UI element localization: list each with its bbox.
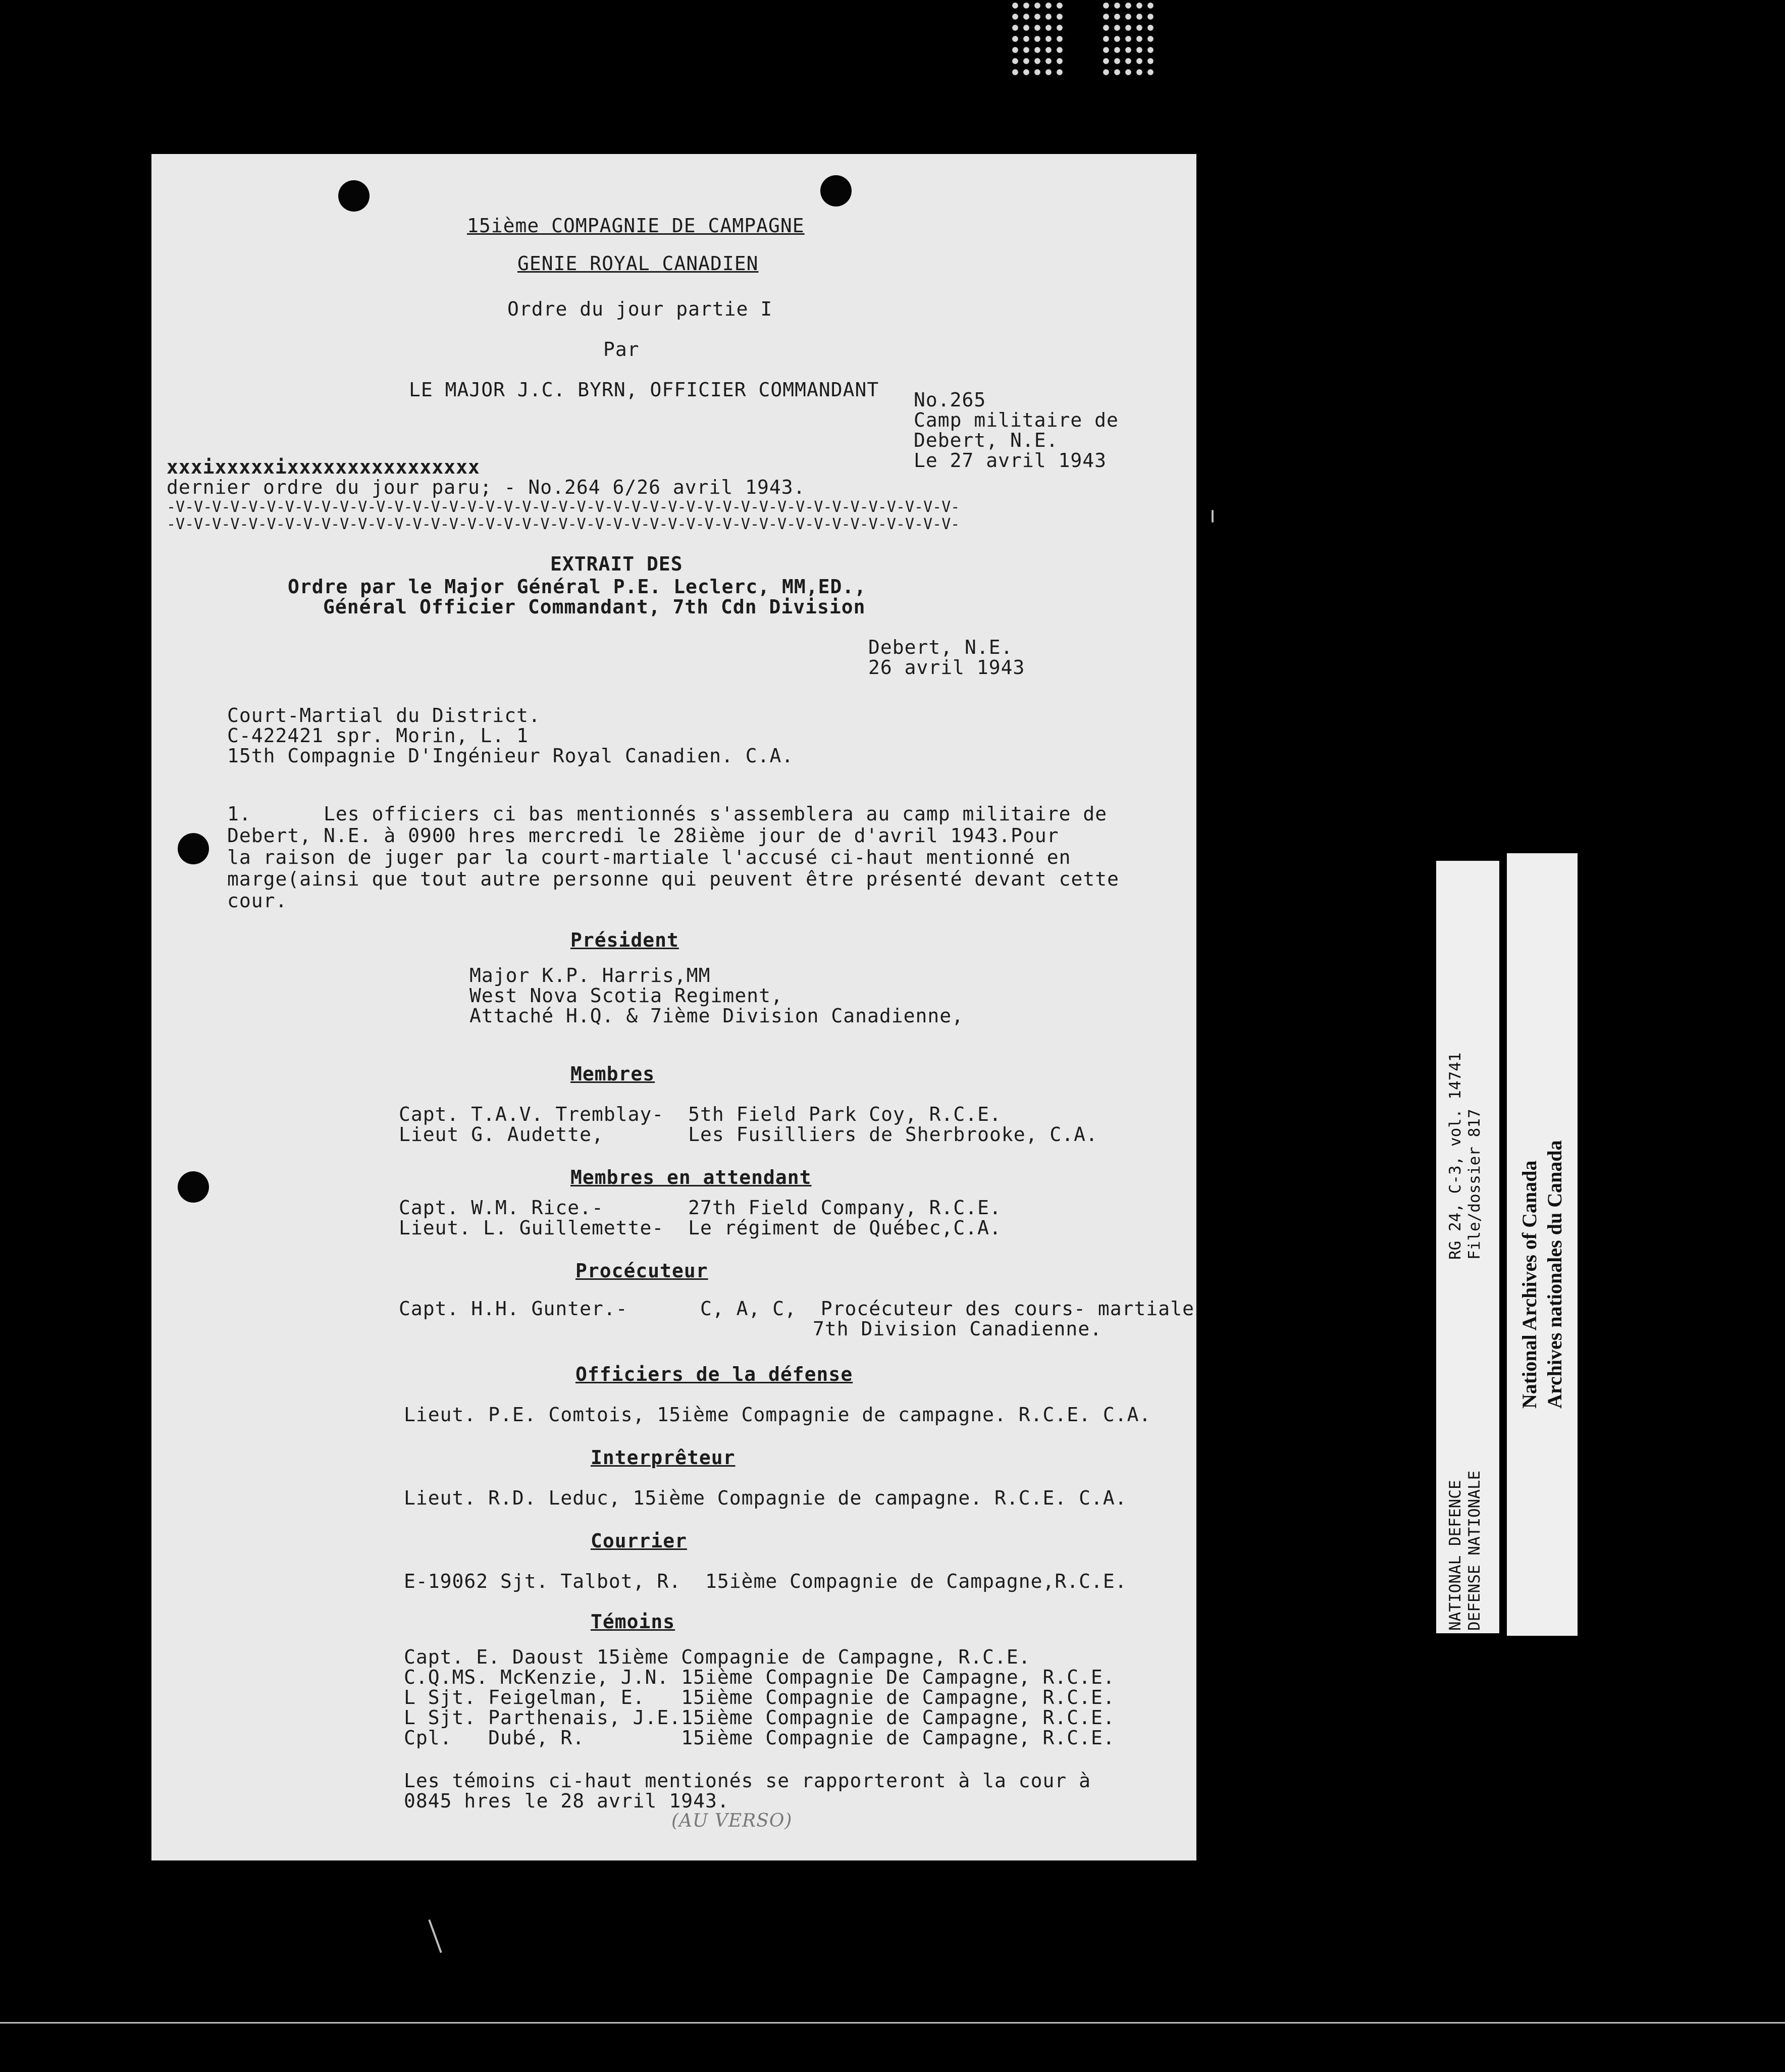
frame-digit-9: [1100, 0, 1156, 76]
punch-hole-icon: [820, 175, 852, 206]
members-heading: Membres: [570, 1063, 655, 1085]
scan-edge-line: [0, 2022, 1785, 2024]
courier-heading: Courrier: [591, 1530, 688, 1552]
paragraph-line-4: marge(ainsi que tout autre personne qui peuvent être présenté devant cette: [227, 868, 1119, 890]
defense-row-1: Lieut. P.E. Comtois, 15ième Compagnie de campagne. R.C.E. C.A.: [404, 1404, 1151, 1426]
handwritten-note: (AU VERSO): [671, 1810, 793, 1831]
president-line-1: Major K.P. Harris,MM: [469, 964, 711, 987]
witnesses-note-1: Les témoins ci-haut mentionés se rapporteront à la cour à: [404, 1770, 1091, 1792]
separator-1: -V-V-V-V-V-V-V-V-V-V-V-V-V-V-V-V-V-V-V-V-V-V-V-V-V-V-V-V-V-V-V-V-V-V-V-V-V-V-V-V-V-V-V-: [167, 498, 960, 516]
president-line-2: West Nova Scotia Regiment,: [469, 985, 783, 1007]
court-line-3: 15th Compagnie D'Ingénieur Royal Canadien. C.A.: [227, 745, 794, 767]
header-corps: GENIE ROYAL CANADIEN: [517, 252, 759, 275]
court-line-1: Court-Martial du District.: [227, 704, 541, 727]
dept-label-2: DEFENSE NATIONALE: [1465, 1470, 1484, 1631]
archives-label-en: National Archives of Canada: [1518, 1160, 1541, 1409]
witness-row: L Sjt. Feigelman, E. 15ième Compagnie de Campagne, R.C.E.: [404, 1686, 1115, 1708]
header-company: 15ième COMPAGNIE DE CAMPAGNE: [467, 215, 805, 237]
reference-label-1: RG 24, C-3, vol. 14741: [1446, 1052, 1464, 1260]
paragraph-line-3: la raison de juger par la court-martiale l'accusé ci-haut mentionné en: [227, 846, 1071, 868]
waiting-members-row-2: Lieut. L. Guillemette- Le régiment de Québec,C.A.: [399, 1217, 1002, 1239]
waiting-members-row-1: Capt. W.M. Rice.- 27th Field Company, R.C.E.: [399, 1197, 1002, 1219]
extract-line-1: Ordre par le Major Général P.E. Leclerc, MM,ED.,: [288, 576, 867, 598]
prosecutor-row-2: 7th Division Canadienne.: [813, 1318, 1102, 1340]
punch-hole-icon: [178, 1171, 209, 1203]
waiting-members-heading: Membres en attendant: [570, 1166, 812, 1188]
archives-label-strip: [1507, 853, 1578, 1636]
court-line-2: C-422421 spr. Morin, L. 1: [227, 724, 529, 747]
defense-heading: Officiers de la défense: [575, 1363, 853, 1385]
dept-label-1: NATIONAL DEFENCE: [1446, 1480, 1464, 1631]
document-page: [151, 154, 1196, 1860]
interpreter-row-1: Lieut. R.D. Leduc, 15ième Compagnie de campagne. R.C.E. C.A.: [404, 1487, 1127, 1509]
order-number: No.265: [914, 389, 986, 411]
order-location-1: Camp militaire de: [914, 409, 1119, 431]
order-date: Le 27 avril 1943: [914, 449, 1107, 472]
interpreter-heading: Interprêteur: [591, 1446, 736, 1469]
header-order: Ordre du jour partie I: [507, 298, 773, 320]
witness-row: Capt. E. Daoust 15ième Compagnie de Campagne, R.C.E.: [404, 1646, 1031, 1668]
frame-number: [1010, 0, 1181, 86]
president-line-3: Attaché H.Q. & 7ième Division Canadienne,: [469, 1005, 964, 1027]
punch-hole-icon: [178, 833, 209, 864]
paragraph-line-5: cour.: [227, 890, 288, 912]
archives-label-fr: Archives nationales du Canada: [1543, 1140, 1566, 1409]
prosecutor-heading: Procécuteur: [575, 1260, 708, 1282]
separator-2: -V-V-V-V-V-V-V-V-V-V-V-V-V-V-V-V-V-V-V-V-V-V-V-V-V-V-V-V-V-V-V-V-V-V-V-V-V-V-V-V-V-V-V-: [167, 515, 960, 533]
header-commander: LE MAJOR J.C. BYRN, OFFICIER COMMANDANT: [409, 379, 879, 401]
paragraph-line-1: 1. Les officiers ci bas mentionnés s'assemblera au camp militaire de: [227, 803, 1108, 825]
president-heading: Président: [570, 929, 679, 951]
witness-row: L Sjt. Parthenais, J.E.15ième Compagnie de Campagne, R.C.E.: [404, 1706, 1115, 1729]
extract-date: 26 avril 1943: [868, 656, 1025, 679]
previous-order: dernier ordre du jour paru; - No.264 6/26 avril 1943.: [167, 476, 806, 498]
extract-line-2: Général Officier Commandant, 7th Cdn Division: [323, 596, 866, 618]
frame-digit-3: [1010, 0, 1065, 76]
punch-hole-icon: [338, 180, 370, 212]
paragraph-line-2: Debert, N.E. à 0900 hres mercredi le 28ième jour de d'avril 1943.Pour: [227, 824, 1059, 847]
archive-label-strip: [1436, 861, 1499, 1633]
struck-line: xxxixxxxxixxxxxxxxxxxxxxxx: [167, 456, 480, 478]
extract-title: EXTRAIT DES: [550, 553, 683, 575]
reference-label-2: File/dossier 817: [1465, 1109, 1484, 1260]
witnesses-note-2: 0845 hres le 28 avril 1943.: [404, 1790, 729, 1812]
film-speck: [1212, 510, 1214, 523]
header-by: Par: [603, 338, 640, 360]
members-row-1: Capt. T.A.V. Tremblay- 5th Field Park Coy, R.C.E.: [399, 1103, 1002, 1125]
courier-row-1: E-19062 Sjt. Talbot, R. 15ième Compagnie de Campagne,R.C.E.: [404, 1570, 1127, 1592]
order-location-2: Debert, N.E.: [914, 429, 1059, 451]
prosecutor-row-1: Capt. H.H. Gunter.- C, A, C, Procécuteur des cours- martiale: [399, 1298, 1194, 1320]
witness-row: C.Q.MS. McKenzie, J.N. 15ième Compagnie De Campagne, R.C.E.: [404, 1666, 1115, 1688]
film-scratch: [428, 1919, 442, 1953]
witness-row: Cpl. Dubé, R. 15ième Compagnie de Campagne, R.C.E.: [404, 1727, 1115, 1749]
extract-place: Debert, N.E.: [868, 636, 1013, 658]
members-row-2: Lieut G. Audette, Les Fusilliers de Sherbrooke, C.A.: [399, 1123, 1098, 1146]
witnesses-heading: Témoins: [591, 1611, 675, 1633]
